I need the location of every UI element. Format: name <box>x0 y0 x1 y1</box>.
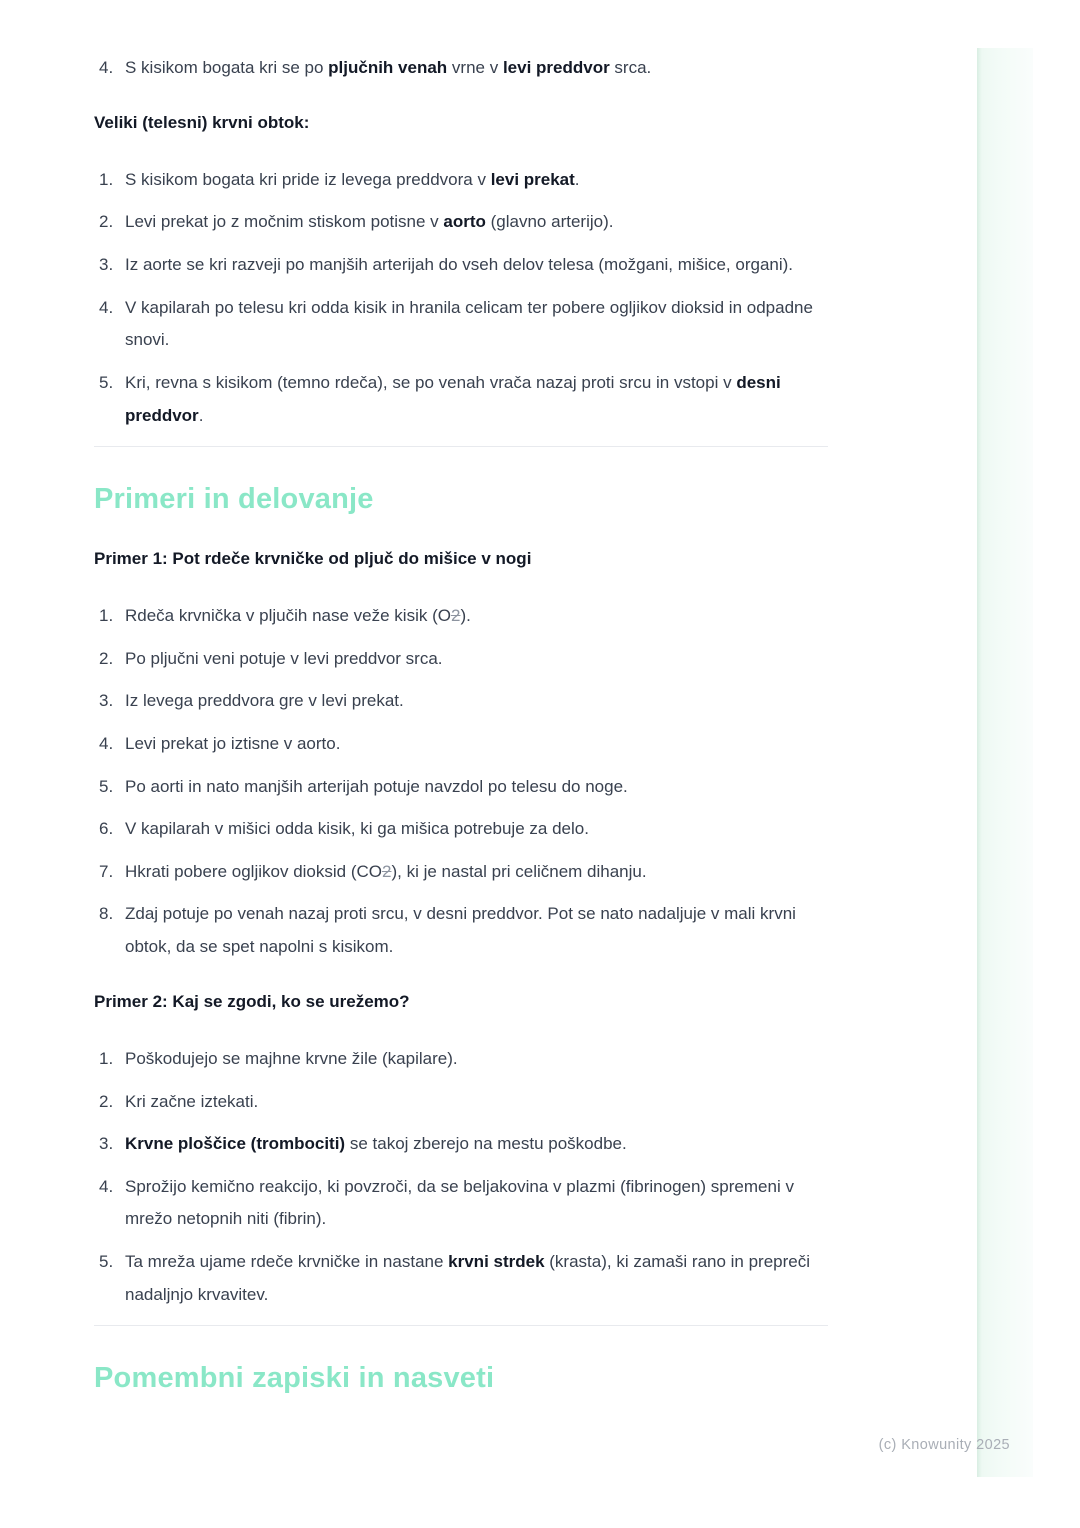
bold-term: Krvne ploščice (trombociti) <box>125 1134 346 1154</box>
list-item <box>94 164 828 197</box>
bold-term: krvni strdek <box>448 1252 545 1271</box>
list-item <box>94 1246 828 1311</box>
list-item <box>94 600 828 633</box>
veliki-obtok-heading: Veliki (telesni) krvni obtok: <box>94 112 310 132</box>
list-marker: 5. <box>99 1252 114 1271</box>
text-segment: Kri, revna s kisikom (temno rdeča), se po venah vrača nazaj proti srcu in vstopi v <box>125 372 737 392</box>
list-marker: 3. <box>99 691 114 711</box>
list-marker: 2. <box>99 1091 114 1111</box>
brand-stripe <box>977 48 1033 1477</box>
list-marker: 1. <box>99 606 114 626</box>
list-item <box>94 813 828 846</box>
bold-term: desni preddvor <box>125 372 781 425</box>
text-segment: Zdaj potuje po venah nazaj proti srcu, v desni preddvor. Pot se nato nadaljuje v mali krvni obtok, da se spet napolni s kisikom. <box>125 904 796 957</box>
list-marker: 5. <box>99 776 114 796</box>
text-segment: ). <box>460 606 471 626</box>
intro-list <box>94 52 828 85</box>
text-segment: V kapilarah v mišici odda kisik, ki ga mišica potrebuje za delo. <box>125 819 589 839</box>
list-item <box>94 771 828 804</box>
list-item <box>94 1043 828 1076</box>
subscript-digit: 2 <box>450 606 461 626</box>
text-segment: Ta mreža ujame rdeče krvničke in nastane <box>125 1252 449 1271</box>
text-segment: V kapilarah po telesu kri odda kisik in hranila celicam ter pobere ogljikov dioksid in odpadne snovi. <box>125 297 813 350</box>
text-segment: Sprožijo kemično reakcijo, ki povzroči, da se beljakovina v plazmi (fibrinogen) spremeni v mrežo netopnih niti (fibrin). <box>125 1176 794 1229</box>
list-marker: 2. <box>99 648 114 668</box>
primer1-list <box>94 600 828 964</box>
list-marker: 1. <box>99 169 114 189</box>
text-segment: Levi prekat jo z močnim stiskom potisne v <box>125 212 444 232</box>
list-marker: 2. <box>99 212 114 232</box>
list-marker: 4. <box>99 297 114 317</box>
document-content <box>94 0 828 1424</box>
list-marker: 4. <box>99 1176 114 1196</box>
text-segment: (krasta), ki zamaši rano in prepreči nadaljnjo krvavitev. <box>125 1252 811 1304</box>
text-segment: Rdeča krvnička v pljučih nase veže kisik (O <box>125 606 451 626</box>
list-item <box>94 728 828 761</box>
primeri-section-heading: Primeri in delovanje <box>94 483 374 516</box>
pomembni-section-heading: Pomembni zapiski in nasveti <box>94 1362 495 1395</box>
text-segment: srca. <box>609 58 652 77</box>
text-segment: Levi prekat jo iztisne v aorto. <box>125 733 341 753</box>
primer1-heading: Primer 1: Pot rdeče krvničke od pljuč do mišice v nogi <box>94 548 532 568</box>
list-item <box>94 643 828 676</box>
text-segment: S kisikom bogata kri se po <box>125 58 329 77</box>
list-item <box>94 367 828 432</box>
list-item <box>94 206 828 239</box>
bold-term: levi preddvor <box>502 58 610 77</box>
list-marker: 4. <box>99 58 114 77</box>
list-item <box>94 1171 828 1236</box>
text-segment: ), ki je nastal pri celičnem dihanju. <box>391 861 647 881</box>
text-segment: . <box>198 405 204 425</box>
list-marker: 8. <box>99 904 114 924</box>
text-segment: Iz levega preddvora gre v levi prekat. <box>125 691 404 711</box>
text-segment: Kri začne iztekati. <box>125 1091 259 1111</box>
list-marker: 5. <box>99 372 114 392</box>
list-item <box>94 1086 828 1119</box>
primer2-heading: Primer 2: Kaj se zgodi, ko se urežemo? <box>94 991 410 1011</box>
bold-term: aorto <box>443 212 486 232</box>
section-divider <box>94 446 828 447</box>
subscript-digit: 2 <box>382 861 392 881</box>
list-item <box>94 898 828 963</box>
veliki-obtok-list <box>94 164 828 432</box>
list-item <box>94 856 828 889</box>
bold-term: pljučnih venah <box>328 58 448 77</box>
text-segment: Po pljučni veni potuje v levi preddvor srca. <box>125 648 443 668</box>
text-segment: Hkrati pobere ogljikov dioksid (CO <box>125 861 382 881</box>
list-item <box>94 249 828 282</box>
text-segment: S kisikom bogata kri pride iz levega preddvora v <box>125 169 491 189</box>
bold-term: levi prekat <box>490 169 575 189</box>
primer2-list <box>94 1043 828 1311</box>
list-marker: 4. <box>99 733 114 753</box>
list-marker: 3. <box>99 1134 114 1154</box>
footer-copyright: (c) Knowunity 2025 <box>878 1437 1010 1453</box>
list-item <box>94 1128 828 1161</box>
list-item <box>94 685 828 718</box>
text-segment: (glavno arterijo). <box>485 212 614 232</box>
text-segment: vrne v <box>447 58 503 77</box>
text-segment: se takoj zberejo na mestu poškodbe. <box>345 1134 627 1154</box>
list-item <box>94 52 828 85</box>
text-segment: Poškodujejo se majhne krvne žile (kapilare). <box>125 1048 458 1068</box>
text-segment: Iz aorte se kri razveji po manjših arterijah do vseh delov telesa (možgani, mišice, organi). <box>125 255 794 275</box>
section-divider <box>94 1325 828 1326</box>
list-item <box>94 292 828 357</box>
text-segment: Po aorti in nato manjših arterijah potuje navzdol po telesu do noge. <box>125 776 628 796</box>
list-marker: 7. <box>99 861 114 881</box>
list-marker: 3. <box>99 255 114 275</box>
list-marker: 1. <box>99 1048 114 1068</box>
text-segment: . <box>574 169 580 189</box>
list-marker: 6. <box>99 819 114 839</box>
